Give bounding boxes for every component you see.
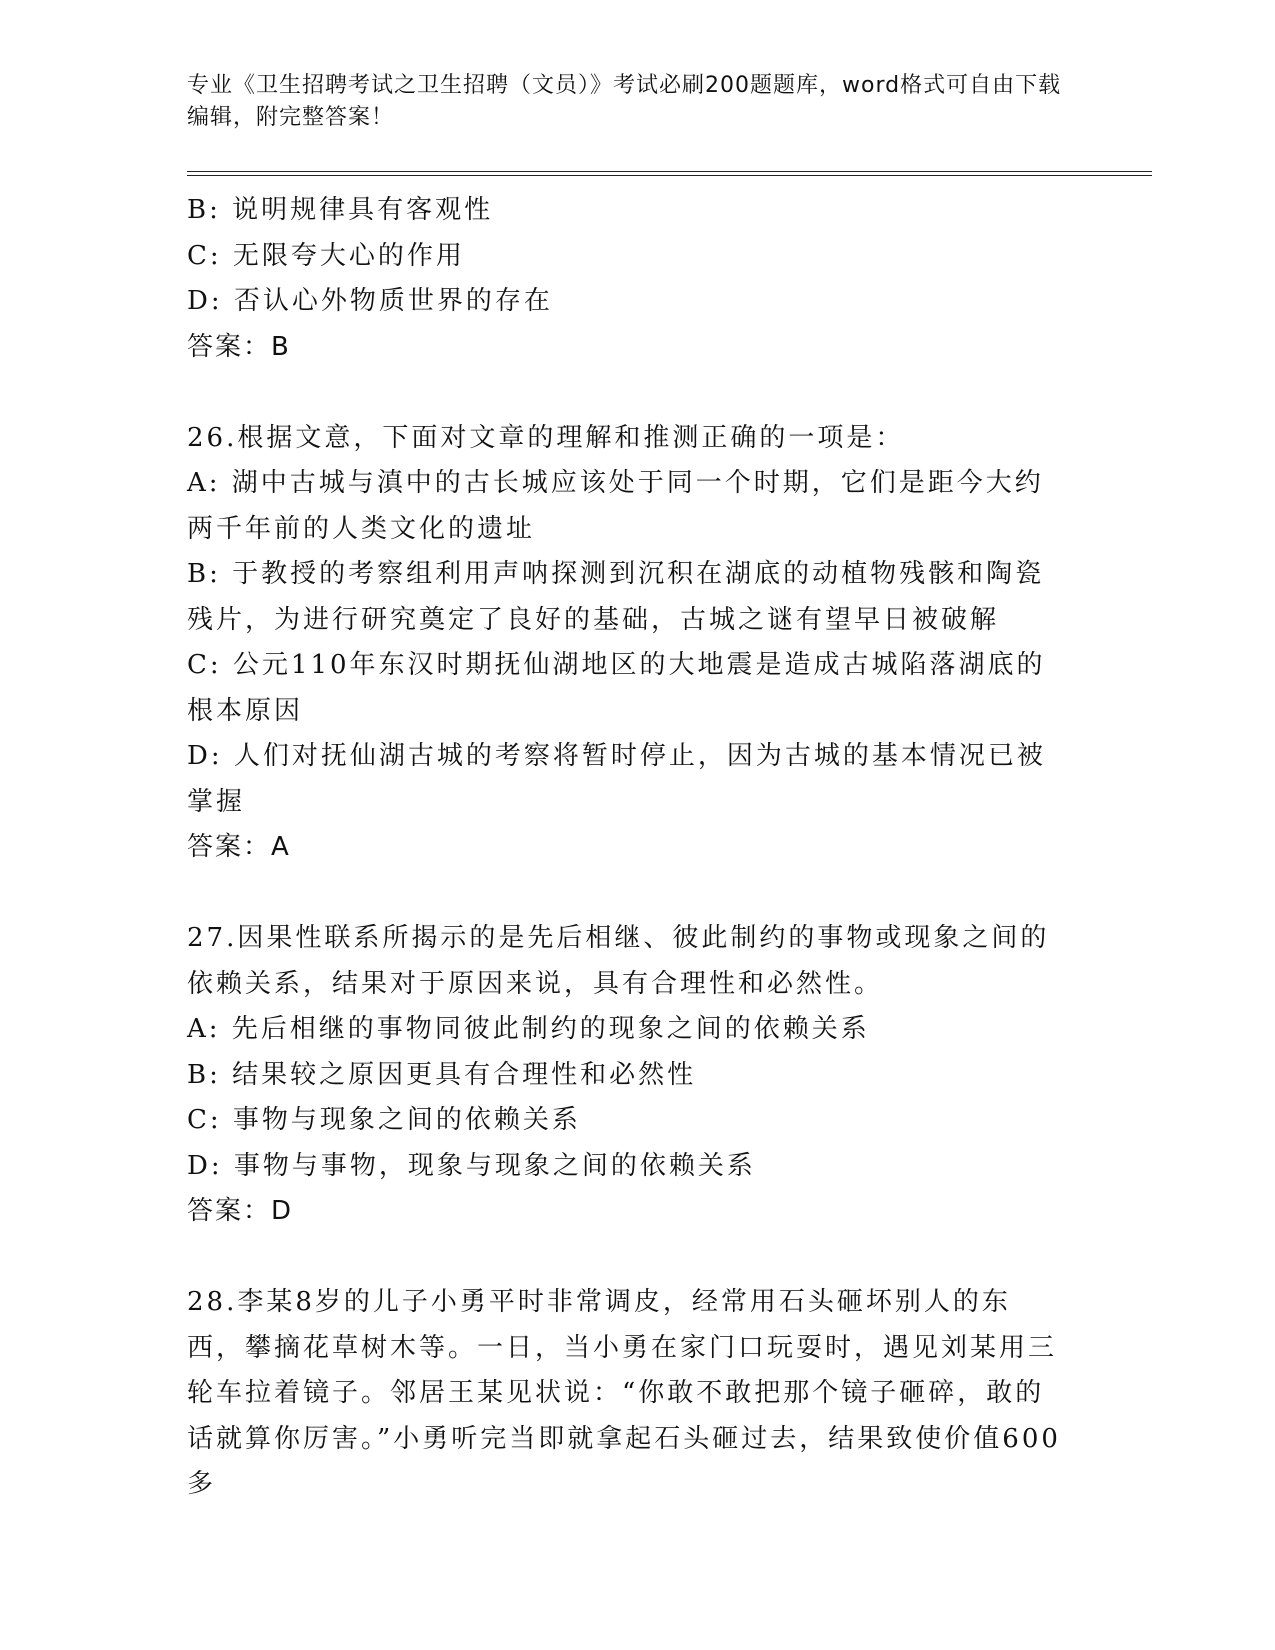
option-d: D: 人们对抚仙湖古城的考察将暂时停止，因为古城的基本情况已被掌握	[187, 741, 1046, 817]
header-text: 专业《卫生招聘考试之卫生招聘（文员）》考试必刷200题题库，word格式可自由下载编辑，附完整答案！	[187, 73, 1062, 130]
option-b: B: 结果较之原因更具有合理性和必然性	[187, 1059, 697, 1090]
option-d: D: 否认心外物质世界的存在	[187, 286, 553, 316]
spacer	[187, 1235, 1067, 1281]
option-c: C: 无限夸大心的作用	[187, 240, 465, 271]
option-b: B: 于教授的考察组利用声呐探测到沉积在湖底的动植物残骸和陶瓷残片，为进行研究奠定了良好的基础，古城之谜有望早日被破解	[187, 559, 1045, 635]
answer-line: 答案：D	[187, 1196, 294, 1226]
header-rule-top	[187, 171, 1152, 172]
spacer	[187, 370, 1067, 416]
option-c: C: 公元110年东汉时期抚仙湖地区的大地震是造成古城陷落湖底的根本原因	[187, 650, 1046, 726]
header-rule-bottom	[187, 175, 1152, 176]
document-body	[187, 188, 1067, 1508]
spacer	[187, 871, 1067, 917]
option-a: A: 湖中古城与滇中的古长城应该处于同一个时期，它们是距今大约两千年前的人类文化的遗址	[187, 468, 1044, 544]
page-header	[187, 70, 1067, 134]
question-28: 28.李某8岁的儿子小勇平时非常调皮，经常用石头砸坏别人的东西，攀摘花草树木等。一日，当小勇在家门口玩耍时，遇见刘某用三轮车拉着镜子。邻居王某见状说：“你敢不敢把那个镜子砸碎，敢的话就算你厉害。”小勇听完当即就拿起石头砸过去，结果致使价值600多	[187, 1287, 1061, 1499]
option-a: A: 先后相继的事物同彼此制约的现象之间的依赖关系	[187, 1014, 870, 1044]
option-d: D: 事物与事物，现象与现象之间的依赖关系	[187, 1150, 756, 1181]
answer-line: 答案：A	[187, 832, 291, 862]
question-27: 27.因果性联系所揭示的是先后相继、彼此制约的事物或现象之间的依赖关系，结果对于原因来说，具有合理性和必然性。	[187, 923, 1050, 999]
answer-line: 答案：B	[187, 331, 291, 362]
option-b: B: 说明规律具有客观性	[187, 195, 494, 225]
option-c: C: 事物与现象之间的依赖关系	[187, 1105, 581, 1135]
question-26: 26.根据文意，下面对文章的理解和推测正确的一项是：	[187, 422, 905, 453]
